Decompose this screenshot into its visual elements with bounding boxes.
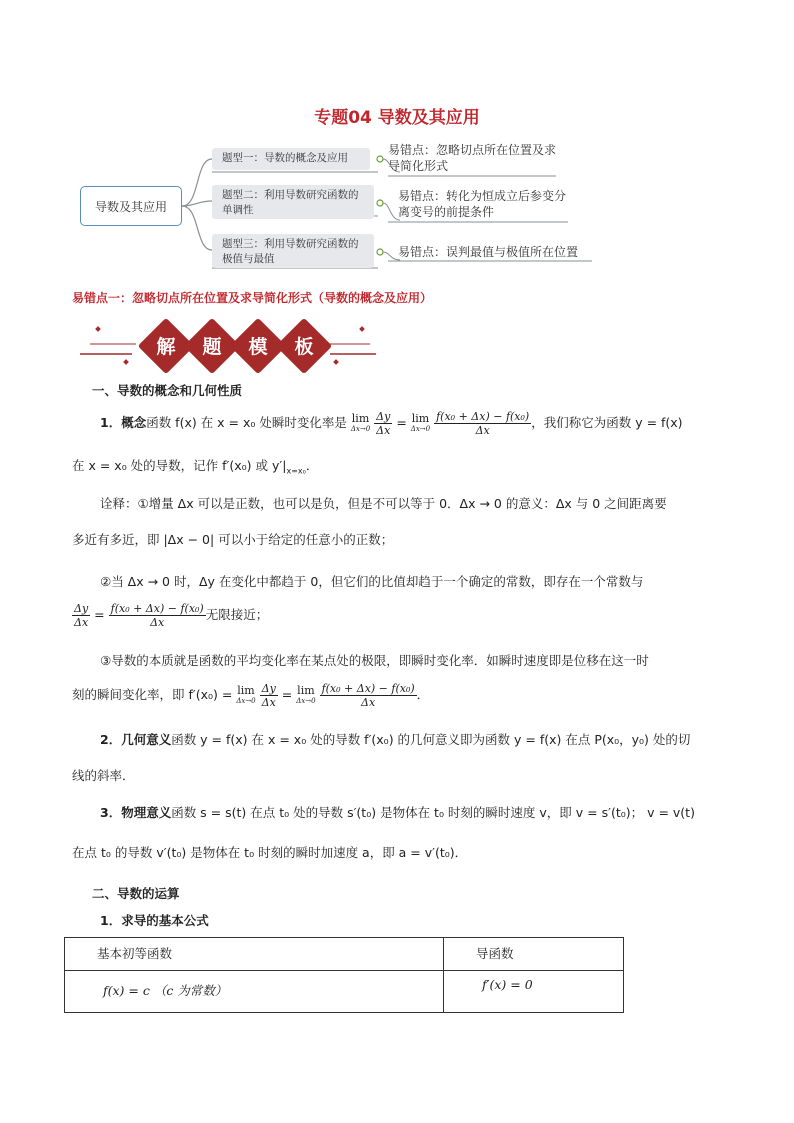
banner-char: 题 — [202, 336, 222, 358]
mindmap-pitfall-2: 易错点：转化为恒成立后参变分离变号的前提条件 — [398, 189, 567, 219]
note-3-text: 刻的瞬间变化率，即 f′(x₀) = — [72, 687, 233, 702]
table-cell: f′(x) = 0 — [444, 971, 624, 1013]
period: ． — [416, 687, 430, 702]
fraction-difference-quotient — [320, 682, 417, 709]
label-physical: 3．物理意义 — [100, 805, 172, 820]
eval-subscript: x=x₀ — [286, 466, 306, 476]
label-concept: 1．概念 — [100, 415, 147, 430]
paragraph-geometric-line2: 线的斜率． — [72, 768, 135, 783]
frac-num: Δy — [376, 410, 391, 423]
frac-num: f(x₀ + Δx) − f(x₀) — [436, 410, 530, 423]
label-geometric: 2．几何意义 — [100, 732, 172, 747]
lim-text: lim — [237, 683, 255, 697]
frac-den: Δx — [150, 616, 165, 629]
solution-template-banner — [80, 322, 380, 372]
limit-symbol — [411, 413, 430, 435]
limit-symbol — [351, 413, 370, 435]
fraction-difference-quotient — [434, 410, 531, 437]
concept-text-b: ，我们称它为函数 y = f(x) — [531, 415, 683, 430]
mindmap-pitfall-1: 易错点：忽略切点所在位置及求导简化形式 — [388, 143, 557, 173]
section-1-heading: 一、导数的概念和几何性质 — [92, 383, 243, 398]
paragraph-geometric — [100, 730, 690, 750]
paragraph-concept-line2 — [72, 456, 318, 482]
section-2-heading: 二、导数的运算 — [92, 886, 180, 901]
lim-text: lim — [411, 411, 430, 425]
fraction-difference-quotient — [109, 602, 206, 629]
paragraph-concept — [100, 410, 740, 437]
lim-text: lim — [351, 411, 370, 425]
frac-num: Δy — [261, 682, 276, 695]
mindmap-branch-1: 题型一：导数的概念及应用 — [212, 148, 370, 170]
banner-char: 模 — [248, 336, 268, 358]
table-row — [65, 971, 624, 1013]
table-cell: f(x) = c （c 为常数） — [65, 971, 444, 1013]
note-3-line2 — [72, 682, 429, 709]
note-2-line1: ②当 Δx → 0 时，Δy 在变化中都趋于 0，但它们的比值却趋于一个确定的常数，即存在一个常数与 — [100, 574, 644, 589]
geometric-text: 函数 y = f(x) 在 x = x₀ 处的导数 f′(x₀) 的几何意义即为函数 y = f(x) 在点 P(x₀，y₀) 处的切 — [171, 732, 691, 747]
concept-text: 函数 f(x) 在 x = x₀ 处瞬时变化率是 — [146, 415, 347, 430]
frac-den: Δx — [376, 424, 391, 437]
lim-sub: Δx→0 — [236, 696, 256, 705]
note-2-end: 无限接近； — [205, 607, 269, 622]
table-header-row — [65, 938, 624, 971]
frac-num: f(x₀ + Δx) − f(x₀) — [110, 602, 204, 615]
pitfall-1-heading: 易错点一：忽略切点所在位置及求导简化形式（导数的概念及应用） — [72, 291, 433, 305]
frac-num: Δy — [74, 602, 89, 615]
note-1-line1: 诠释：①增量 Δx 可以是正数，也可以是负，但是不可以等于 0．Δx → 0 的意义：Δx 与 0 之间距离要 — [100, 496, 667, 511]
limit-symbol — [296, 685, 315, 707]
concept-text-c: 在 x = x₀ 处的导数，记作 f′(x₀) 或 y′| — [72, 458, 287, 473]
fraction-dy-dx — [72, 602, 90, 629]
lim-sub: Δx→0 — [350, 424, 371, 433]
mindmap-branch-3: 题型三：利用导数研究函数的极值与最值 — [212, 234, 374, 268]
lim-text: lim — [297, 683, 315, 697]
frac-den: Δx — [361, 696, 376, 709]
mindmap-root: 导数及其应用 — [80, 186, 182, 226]
frac-num: f(x₀ + Δx) − f(x₀) — [321, 682, 415, 695]
lim-sub: Δx→0 — [410, 424, 431, 433]
mindmap-branch-2: 题型二：利用导数研究函数的单调性 — [212, 185, 374, 219]
section-2-subheading: 1．求导的基本公式 — [100, 913, 209, 928]
table-header-cell: 导函数 — [444, 938, 624, 971]
equals-sign: = — [94, 607, 105, 622]
period: ． — [305, 458, 319, 473]
equals-sign: = — [396, 415, 407, 430]
fraction-dy-dx — [260, 682, 278, 709]
derivative-formula-table — [64, 937, 624, 1013]
mindmap-pitfall-3: 易错点：误判最值与极值所在位置 — [398, 245, 579, 259]
fraction-dy-dx — [374, 410, 392, 437]
physical-text: 函数 s = s(t) 在点 t₀ 处的导数 s′(t₀) 是物体在 t₀ 时刻的瞬时速度 v，即 v = s′(t₀)； v = v(t) — [171, 805, 695, 820]
note-1-line2: 多近有多近，即 |Δx − 0| 可以小于给定的任意小的正数； — [72, 532, 394, 547]
note-3-line1: ③导数的本质就是函数的平均变化率在某点处的极限，即瞬时变化率．如瞬时速度即是位移在这一时 — [100, 653, 649, 668]
table-header-cell: 基本初等函数 — [65, 938, 444, 971]
paragraph-physical — [100, 803, 695, 823]
note-2-line2 — [72, 602, 268, 629]
frac-den: Δx — [74, 616, 89, 629]
equals-sign: = — [281, 687, 293, 702]
frac-den: Δx — [261, 696, 276, 709]
banner-char: 解 — [156, 336, 176, 358]
frac-den: Δx — [475, 424, 490, 437]
banner-char: 板 — [294, 336, 314, 358]
lim-sub: Δx→0 — [296, 696, 316, 705]
paragraph-physical-line2: 在点 t₀ 的导数 v′(t₀) 是物体在 t₀ 时刻的瞬时加速度 a，即 a = v′(t₀)． — [72, 845, 468, 860]
page-title: 专题04 导数及其应用 — [314, 108, 480, 128]
limit-symbol — [236, 685, 255, 707]
